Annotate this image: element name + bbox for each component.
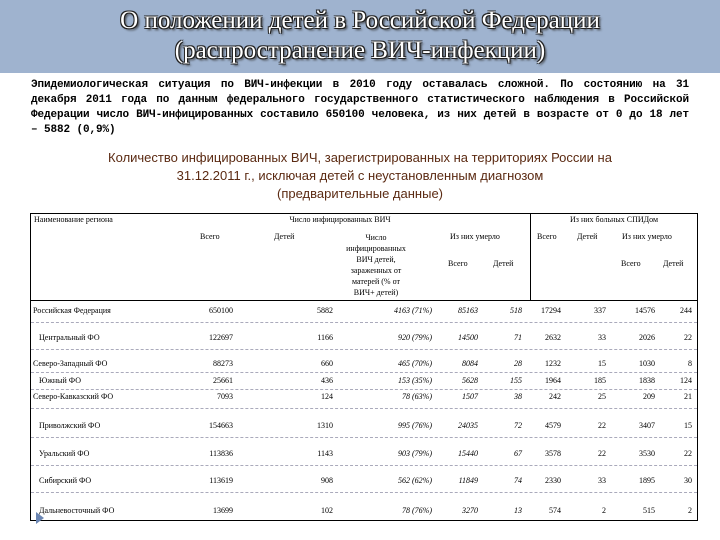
header-region: Наименование региона	[34, 215, 113, 224]
table-caption-line-1: Количество инфицированных ВИЧ, зарегистрированных на территориях России на	[108, 150, 612, 165]
cell-died-total: 3270	[462, 506, 478, 515]
cell-aids-children: 337	[594, 306, 606, 315]
cell-total: 650100	[209, 306, 233, 315]
region-name: Приволжский ФО	[39, 421, 101, 430]
cell-children: 1143	[317, 449, 333, 458]
cell-aids-died-total: 1895	[639, 476, 655, 485]
cell-aids-died-children: 21	[684, 392, 692, 401]
header-bottom-border	[30, 300, 698, 301]
table-bottom-border	[30, 520, 698, 521]
cell-aids-total: 574	[549, 506, 561, 515]
cell-total: 13699	[213, 506, 233, 515]
header-mothers-line-5: матерей (% от	[352, 277, 400, 286]
header-mothers-line-2: инфицированных	[346, 244, 406, 253]
cell-mothers: 562 (62%)	[398, 476, 432, 485]
cell-died-children: 28	[514, 359, 522, 368]
table-caption-line-2: 31.12.2011 г., исключая детей с неустановленным диагнозом	[176, 168, 544, 183]
cell-mothers: 903 (79%)	[398, 449, 432, 458]
cell-aids-died-total: 1838	[639, 376, 655, 385]
cell-aids-died-total: 3530	[639, 449, 655, 458]
region-name: Уральский ФО	[39, 449, 90, 458]
cell-mothers: 920 (79%)	[398, 333, 432, 342]
header-aids-total: Всего	[537, 232, 557, 241]
header-aids-died-children: Детей	[663, 259, 684, 268]
header-died: Из них умерло	[450, 232, 500, 241]
header-died-total: Всего	[448, 259, 468, 268]
cell-aids-died-children: 2	[688, 506, 692, 515]
cell-aids-died-children: 124	[680, 376, 692, 385]
cell-aids-children: 33	[598, 333, 606, 342]
cell-aids-died-total: 3407	[639, 421, 655, 430]
cell-aids-died-total: 2026	[639, 333, 655, 342]
cell-aids-total: 1964	[545, 376, 561, 385]
cell-total: 88273	[213, 359, 233, 368]
cell-died-children: 67	[514, 449, 522, 458]
row-separator	[31, 408, 697, 409]
slide-title-line-2: (распространение ВИЧ-инфекции)	[174, 37, 546, 64]
cell-died-children: 72	[514, 421, 522, 430]
cell-aids-total: 4579	[545, 421, 561, 430]
region-name: Северо-Кавказский ФО	[33, 392, 114, 401]
intro-paragraph: Эпидемиологическая ситуация по ВИЧ-инфекции в 2010 году оставалась сложной. По состоянию на 31 декабря 2011 года по данным федерального государственного статистического наблюдения в Российской Федерации число ВИЧ-инфицированных составило 650100 человека, из них детей в возрасте от 0 до 18 лет – 5882 (0,9%)	[31, 79, 689, 136]
cell-aids-total: 2632	[545, 333, 561, 342]
cell-aids-children: 185	[594, 376, 606, 385]
cell-aids-children: 33	[598, 476, 606, 485]
cell-children: 5882	[317, 306, 333, 315]
cell-died-children: 13	[514, 506, 522, 515]
cell-died-total: 11849	[458, 476, 478, 485]
cell-children: 1166	[317, 333, 333, 342]
region-name: Центральный ФО	[39, 333, 100, 342]
cell-mothers: 78 (76%)	[402, 506, 432, 515]
cell-died-total: 5628	[462, 376, 478, 385]
cell-children: 124	[321, 392, 333, 401]
region-name: Сибирский ФО	[39, 476, 92, 485]
header-mothers-line-3: ВИЧ детей,	[356, 255, 396, 264]
cell-children: 102	[321, 506, 333, 515]
header-mothers-line-6: ВИЧ+ детей)	[353, 288, 399, 297]
cell-total: 113836	[209, 449, 233, 458]
cell-died-total: 15440	[458, 449, 478, 458]
header-children: Детей	[274, 232, 295, 241]
table-right-border	[697, 213, 698, 521]
cell-died-total: 1507	[462, 392, 478, 401]
cell-children: 660	[321, 359, 333, 368]
table-left-border	[30, 213, 31, 521]
row-separator	[31, 465, 697, 466]
header-died-children: Детей	[493, 259, 514, 268]
header-mothers-line-4: зараженных от	[350, 266, 402, 275]
region-name: Российская Федерация	[33, 306, 111, 315]
table-top-border	[30, 213, 698, 214]
cell-aids-total: 3578	[545, 449, 561, 458]
row-separator	[31, 492, 697, 493]
bullet-arrow-icon	[36, 512, 44, 524]
cell-aids-died-children: 8	[688, 359, 692, 368]
cell-aids-children: 2	[602, 506, 606, 515]
cell-died-children: 155	[510, 376, 522, 385]
cell-aids-total: 2330	[545, 476, 561, 485]
region-name: Дальневосточный ФО	[39, 506, 115, 515]
cell-aids-died-total: 515	[643, 506, 655, 515]
hiv-statistics-table	[30, 213, 698, 521]
cell-mothers: 153 (35%)	[398, 376, 432, 385]
cell-died-children: 518	[510, 306, 522, 315]
cell-total: 7093	[217, 392, 233, 401]
cell-died-children: 38	[514, 392, 522, 401]
cell-total: 122697	[209, 333, 233, 342]
cell-children: 1310	[317, 421, 333, 430]
cell-aids-children: 22	[598, 421, 606, 430]
cell-children: 908	[321, 476, 333, 485]
cell-aids-children: 22	[598, 449, 606, 458]
cell-aids-total: 242	[549, 392, 561, 401]
row-separator	[31, 349, 697, 350]
cell-aids-died-children: 22	[684, 333, 692, 342]
cell-died-total: 8084	[462, 359, 478, 368]
table-caption-line-3: (предварительные данные)	[276, 186, 444, 201]
cell-mothers: 995 (76%)	[398, 421, 432, 430]
row-separator	[31, 322, 697, 323]
header-mothers-line-1: Число	[365, 233, 387, 242]
region-name: Южный ФО	[39, 376, 81, 385]
cell-aids-died-children: 244	[680, 306, 692, 315]
header-children-from-mothers	[335, 232, 417, 298]
cell-total: 25661	[213, 376, 233, 385]
cell-mothers: 78 (63%)	[402, 392, 432, 401]
aids-group-divider	[530, 213, 531, 301]
cell-aids-died-children: 30	[684, 476, 692, 485]
cell-aids-children: 25	[598, 392, 606, 401]
cell-died-children: 71	[514, 333, 522, 342]
row-separator	[31, 389, 697, 390]
slide-title-line-1: О положении детей в Российской Федерации	[120, 7, 600, 34]
slide-header	[0, 0, 720, 73]
cell-died-children: 74	[514, 476, 522, 485]
cell-aids-died-total: 209	[643, 392, 655, 401]
cell-aids-total: 1232	[545, 359, 561, 368]
cell-aids-total: 17294	[541, 306, 561, 315]
cell-died-total: 14500	[458, 333, 478, 342]
cell-died-total: 85163	[458, 306, 478, 315]
row-separator	[31, 372, 697, 373]
header-total: Всего	[200, 232, 220, 241]
cell-aids-died-children: 22	[684, 449, 692, 458]
cell-died-total: 24035	[458, 421, 478, 430]
cell-mothers: 4163 (71%)	[394, 306, 432, 315]
header-aids-died-total: Всего	[621, 259, 641, 268]
cell-total: 113619	[209, 476, 233, 485]
header-aids-died: Из них умерло	[622, 232, 672, 241]
cell-total: 154663	[209, 421, 233, 430]
cell-aids-died-total: 14576	[635, 306, 655, 315]
header-aids: Из них больных СПИДом	[570, 215, 659, 224]
cell-children: 436	[321, 376, 333, 385]
cell-aids-children: 15	[598, 359, 606, 368]
row-separator	[31, 437, 697, 438]
header-aids-children: Детей	[577, 232, 598, 241]
header-infected: Число инфицированных ВИЧ	[289, 215, 391, 224]
cell-aids-died-total: 1030	[639, 359, 655, 368]
region-name: Северо-Западный ФО	[33, 359, 108, 368]
cell-aids-died-children: 15	[684, 421, 692, 430]
cell-mothers: 465 (70%)	[398, 359, 432, 368]
